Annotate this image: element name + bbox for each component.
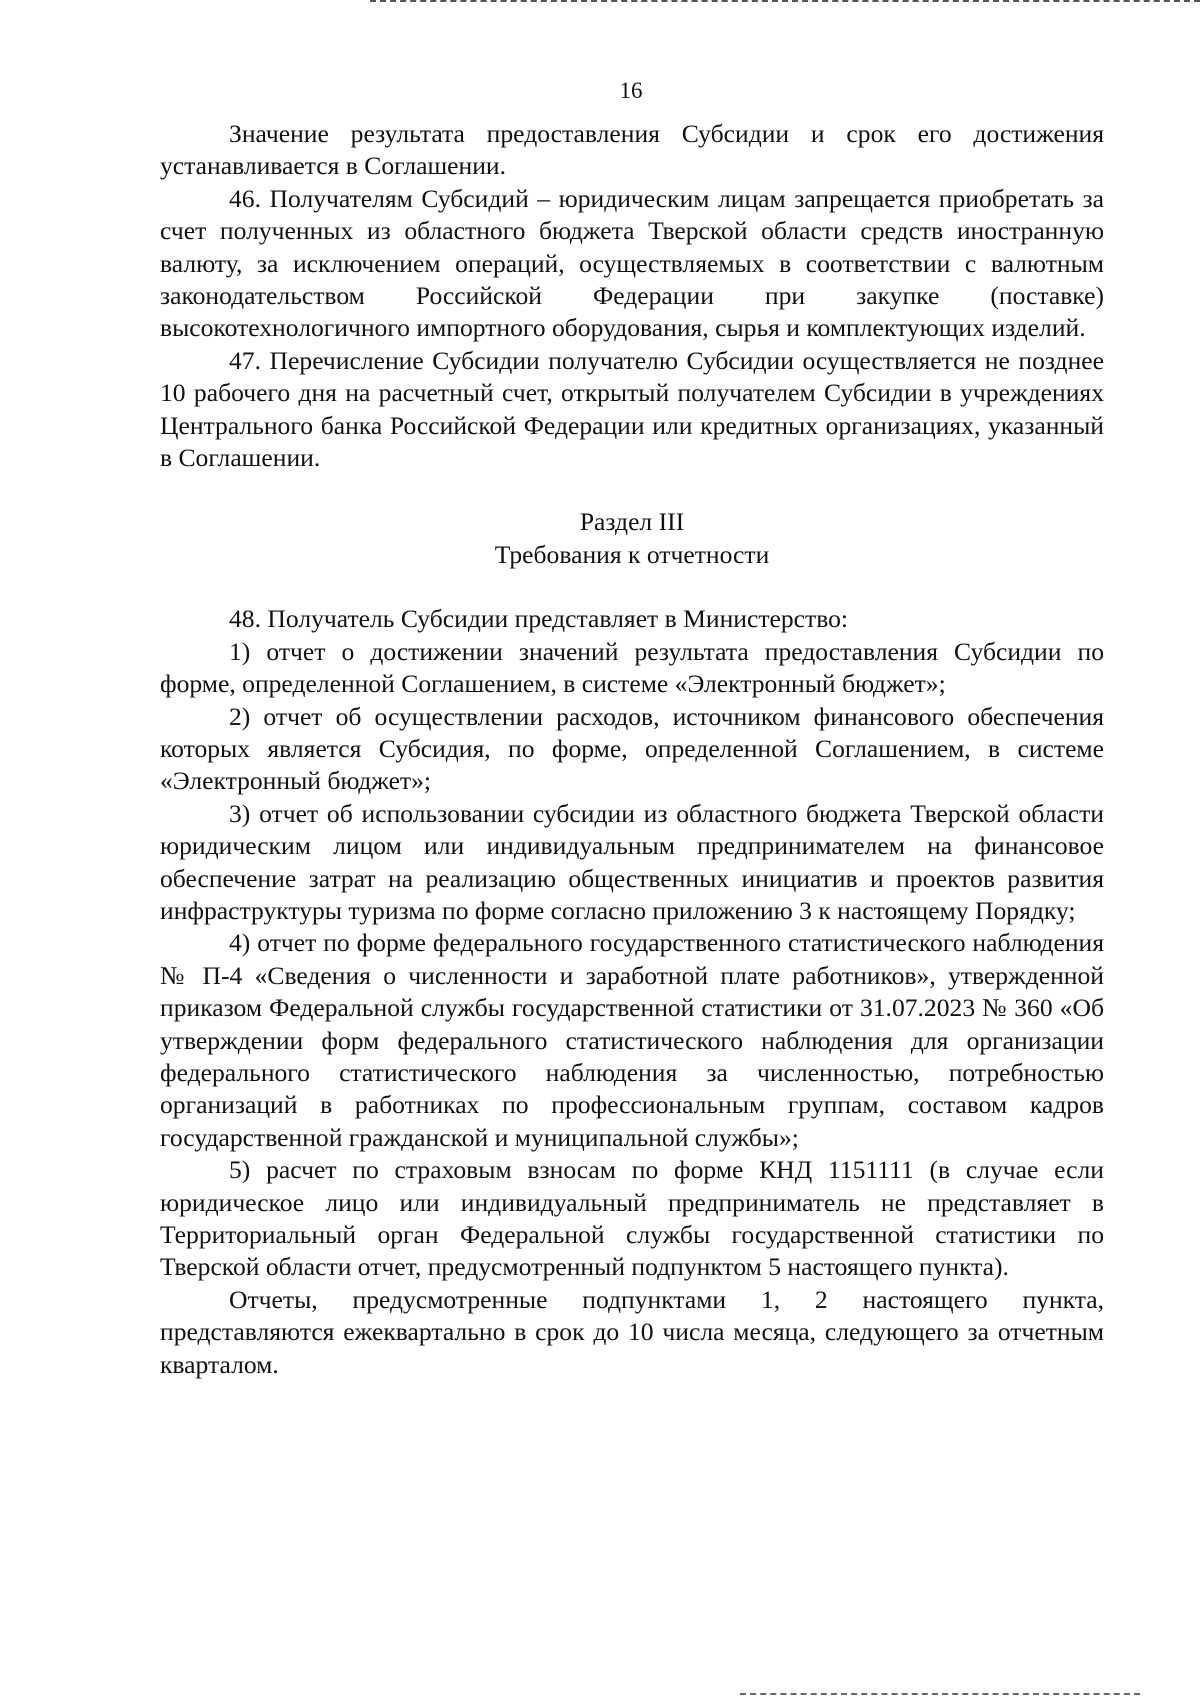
scan-edge-bottom bbox=[740, 1693, 1140, 1698]
subitem-4: 4) отчет по форме федерального государственного статистического наблюдения № П-4 «Сведения о численности и заработной плате работников», утвержденной приказом Федеральной службы государственной статистики от 31.07.2023 № 360 «Об утверждении форм федерального статистического наблюдения для организации федерального статистического наблюдения за численностью, потребностью организаций в работниках по профессиональным группам, составом кадров государственной гражданской и муниципальной службы»; bbox=[160, 928, 1104, 1152]
paragraph-48: 48. Получатель Субсидии представляет в Министерство: bbox=[229, 604, 849, 634]
subitem-2: 2) отчет об осуществлении расходов, источником финансового обеспечения которых является Субсидия, по форме, определенной Соглашением, в системе «Электронный бюджет»; bbox=[160, 701, 1104, 796]
paragraph-result-value: Значение результата предоставления Субсидии и срок его достижения устанавливается в Соглашении. bbox=[160, 119, 1104, 181]
subitem-3: 3) отчет об использовании субсидии из областного бюджета Тверской области юридическим лицом или индивидуальным предпринимателем на финансовое обеспечение затрат на реализацию общественных инициатив и проектов развития инфраструктуры туризма по форме согласно приложению 3 к настоящему Порядку; bbox=[160, 798, 1104, 925]
paragraph-46: 46. Получателям Субсидий – юридическим лицам запрещается приобретать за счет полученных из областного бюджета Тверской области средств иностранную валюту, за исключением операций, осуществляемых в соответствии с валютным законодательством Российской Федерации при закупке (поставке) высокотехнологичного импортного оборудования, сырья и комплектующих изделий. bbox=[160, 183, 1104, 343]
page-number: 16 bbox=[619, 78, 643, 103]
section-label: Раздел III bbox=[579, 507, 685, 537]
scan-edge-top bbox=[370, 0, 1200, 5]
subitem-1: 1) отчет о достижении значений результата предоставления Субсидии по форме, определенной Соглашением, в системе «Электронный бюджет»; bbox=[160, 636, 1104, 699]
subitem-5: 5) расчет по страховым взносам по форме КНД 1151111 (в случае если юридическое лицо или индивидуальный предприниматель не представляет в Территориальный орган Федеральной службы государственной статистики по Тверской области отчет, предусмотренный подпунктом 5 настоящего пункта). bbox=[160, 1155, 1104, 1282]
paragraph-47: 47. Перечисление Субсидии получателю Субсидии осуществляется не позднее 10 рабочего дня на расчетный счет, открытый получателем Субсидии в учреждениях Центрального банка Российской Федерации или кредитных организациях, указанный в Соглашении. bbox=[160, 345, 1104, 473]
section-title: Требования к отчетности bbox=[494, 539, 770, 569]
paragraph-reports-deadline: Отчеты, предусмотренные подпунктами 1, 2 настоящего пункта, представляются ежеквартально в срок до 10 числа месяца, следующего за отчетным кварталом. bbox=[160, 1284, 1104, 1379]
document-body bbox=[160, 118, 1104, 1381]
